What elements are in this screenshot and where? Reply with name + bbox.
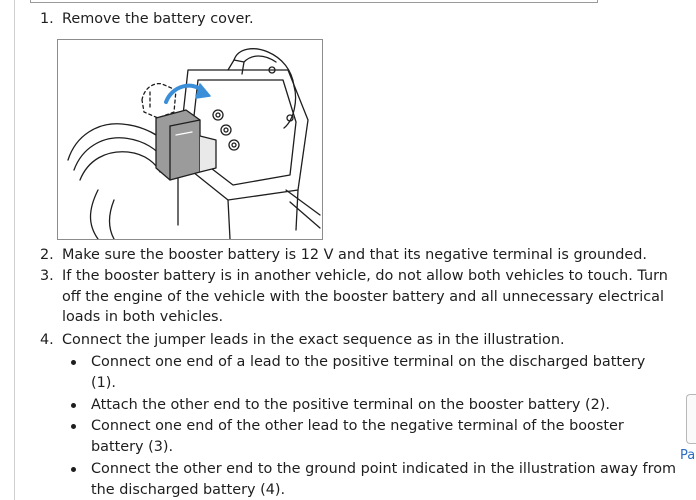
bullet-item bbox=[71, 352, 645, 393]
step-text: Connect the jumper leads in the exact sequence as in the illustration. bbox=[62, 332, 565, 348]
bullet-text-line: the discharged battery (4). bbox=[91, 481, 286, 498]
step-3 bbox=[40, 266, 668, 328]
bullet-dot bbox=[71, 360, 76, 365]
step-number: 2. bbox=[40, 247, 54, 263]
page-left-border bbox=[14, 0, 15, 500]
step-text-line: loads in both vehicles. bbox=[62, 309, 224, 325]
bullet-text-line: Attach the other end to the positive terminal on the booster battery (2). bbox=[91, 397, 610, 413]
side-link-text[interactable]: Pa bbox=[680, 448, 696, 463]
step-number: 1. bbox=[40, 11, 54, 27]
step-number: 4. bbox=[40, 332, 54, 348]
step-1 bbox=[40, 9, 254, 30]
bullet-dot bbox=[71, 403, 76, 408]
bullet-text-line: (1). bbox=[91, 374, 116, 391]
bullet-item bbox=[71, 395, 610, 416]
bullet-text-line: Connect the other end to the ground point indicated in the illustration away from bbox=[91, 461, 677, 477]
step-text: Make sure the booster battery is 12 V and that its negative terminal is grounded. bbox=[62, 247, 647, 263]
step-2 bbox=[40, 245, 647, 266]
bullet-dot bbox=[71, 467, 76, 472]
bullet-item bbox=[71, 416, 624, 457]
bullet-text-line: Connect one end of a lead to the positive terminal on the discharged battery bbox=[91, 354, 646, 370]
step-number: 3. bbox=[40, 268, 54, 284]
side-panel-toggle[interactable] bbox=[686, 394, 696, 444]
step-text-line: off the engine of the vehicle with the booster battery and all unnecessary electrical bbox=[62, 288, 664, 305]
bullet-text-line: battery (3). bbox=[91, 438, 174, 455]
step-text: Remove the battery cover. bbox=[62, 11, 254, 27]
bullet-text-line: Connect one end of the other lead to the negative terminal of the booster bbox=[91, 418, 624, 434]
previous-content-box bbox=[30, 0, 598, 3]
bullet-item bbox=[71, 459, 676, 500]
step-4 bbox=[40, 330, 565, 351]
bullet-dot bbox=[71, 424, 76, 429]
step-text-line: If the booster battery is in another vehicle, do not allow both vehicles to touch. Turn bbox=[62, 268, 668, 284]
battery-cover-illustration bbox=[57, 39, 323, 240]
